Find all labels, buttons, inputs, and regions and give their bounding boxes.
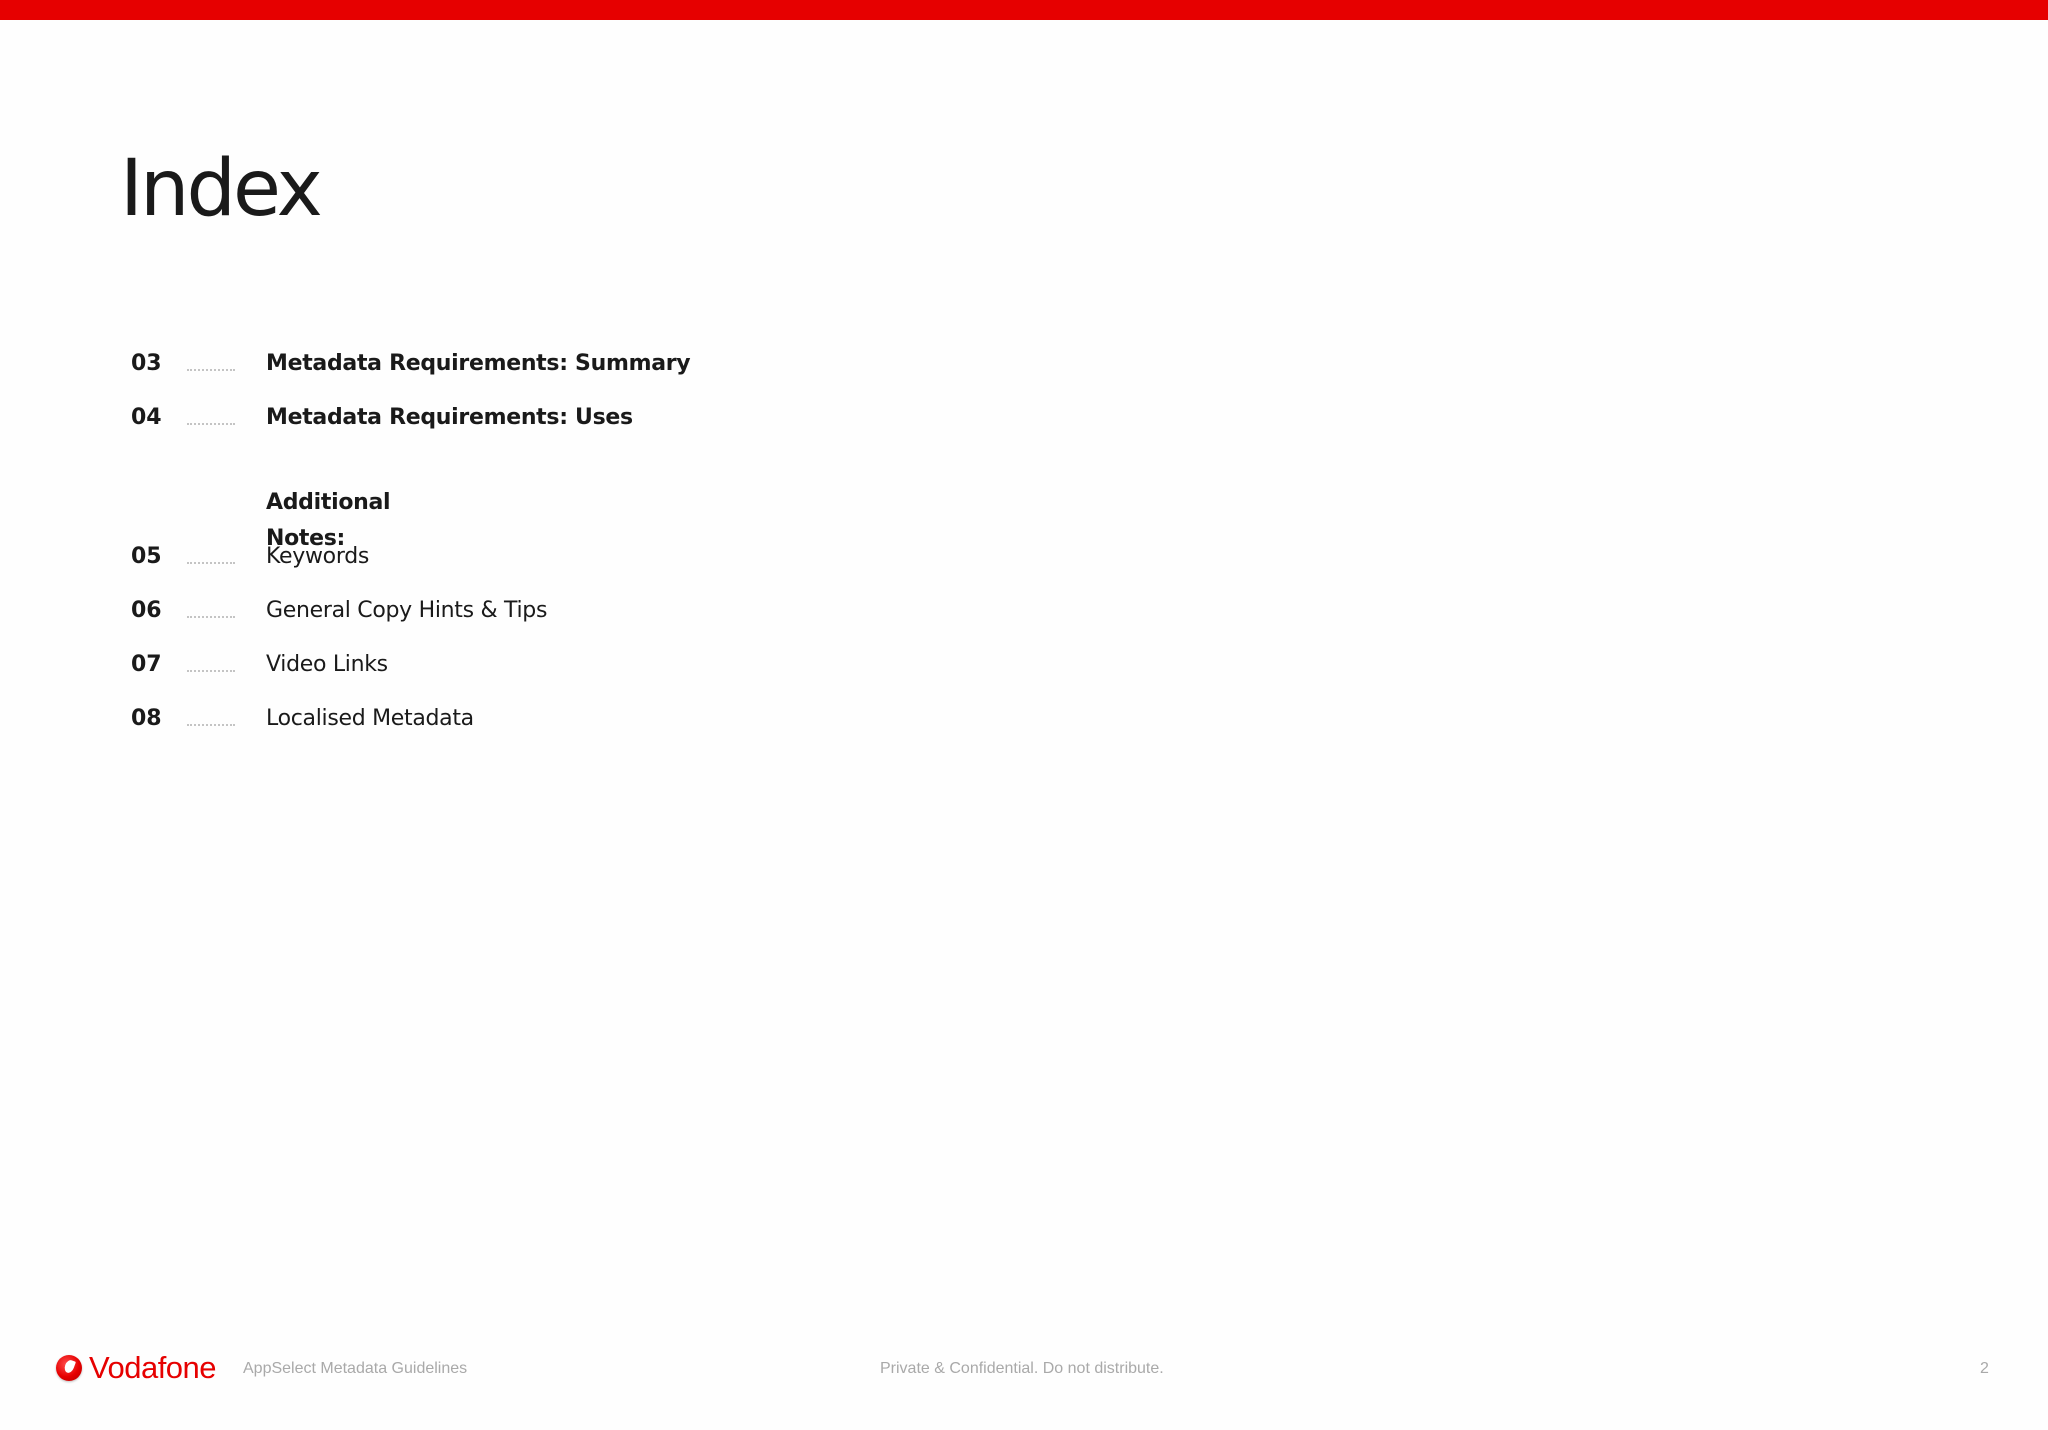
confidentiality-notice: Private & Confidential. Do not distribute. — [880, 1360, 1164, 1377]
toc-label: General Copy Hints & Tips — [266, 598, 548, 623]
toc-label: Metadata Requirements: Summary — [266, 351, 691, 376]
toc-page-number: 05 — [131, 544, 162, 569]
page-title: Index — [120, 144, 320, 234]
page-footer — [0, 1340, 2048, 1400]
toc-page-number: 04 — [131, 405, 162, 430]
toc-page-number: 03 — [131, 351, 162, 376]
toc-entry[interactable] — [0, 647, 900, 683]
additional-notes-heading: Additional Notes: — [266, 490, 391, 551]
toc-dot-leader — [187, 670, 235, 672]
toc-label: Keywords — [266, 544, 370, 569]
toc-entry[interactable] — [0, 346, 900, 382]
toc-dot-leader — [187, 616, 235, 618]
toc-label: Metadata Requirements: Uses — [266, 405, 633, 430]
toc-entry[interactable] — [0, 400, 900, 436]
brand-name: Vodafone — [89, 1350, 217, 1385]
toc-page-number: 08 — [131, 706, 162, 731]
document-title: AppSelect Metadata Guidelines — [243, 1360, 468, 1377]
toc-page-number: 06 — [131, 598, 162, 623]
toc-entry[interactable] — [0, 539, 900, 575]
vodafone-speechmark-icon — [56, 1355, 82, 1381]
toc-dot-leader — [187, 724, 235, 726]
toc-label: Video Links — [266, 652, 388, 677]
toc-label: Localised Metadata — [266, 706, 474, 731]
top-accent-bar — [0, 0, 2048, 20]
vodafone-logo — [56, 1348, 216, 1388]
toc-dot-leader — [187, 562, 235, 564]
toc-page-number: 07 — [131, 652, 162, 677]
toc-dot-leader — [187, 369, 235, 371]
toc-entry[interactable] — [0, 593, 900, 629]
toc-dot-leader — [187, 423, 235, 425]
page-number: 2 — [1980, 1360, 1989, 1377]
toc-entry[interactable] — [0, 701, 900, 737]
